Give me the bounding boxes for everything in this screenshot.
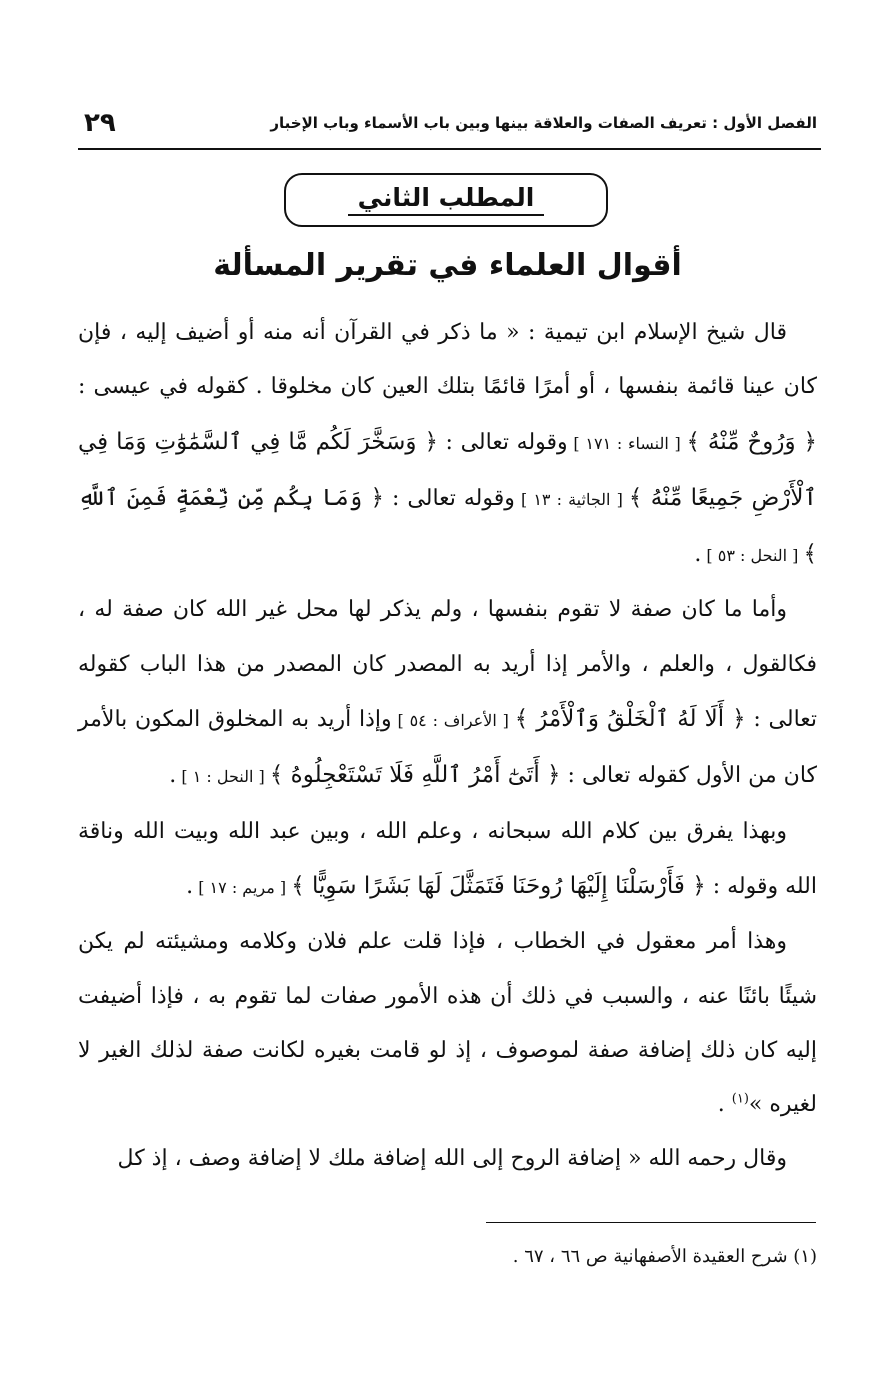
text-run: وبهذا يفرق بين كلام الله سبحانه ، وعلم الله ، وبين عبد الله وبيت الله وناقة الله وقوله : <box>78 818 817 899</box>
text-run: . <box>186 873 194 899</box>
text-run: وإذا أريد به المخلوق المكون بالأمر كان من الأول كقوله تعالى : <box>78 707 817 789</box>
verse-reference: [ النحل : ٥٣ ] <box>701 546 804 566</box>
page-number: ٢٩ <box>84 108 116 138</box>
section-label: المطلب الثاني <box>348 184 545 217</box>
paragraph-3 <box>78 805 817 916</box>
verse-reference: [ مريم : ١٧ ] <box>193 877 292 897</box>
section-label-box <box>284 173 608 227</box>
text-run: . <box>717 1092 732 1118</box>
paragraph-2 <box>78 583 817 804</box>
paragraph-4 <box>78 915 817 1132</box>
text-run: وقال رحمه الله « إضافة الروح إلى الله إضافة ملك لا إضافة وصف ، إذ كل <box>117 1146 787 1172</box>
footnote: (١) شرح العقيدة الأصفهانية ص ٦٦ ، ٦٧ . <box>512 1246 817 1267</box>
verse-reference: [ الأعراف : ٥٤ ] <box>391 711 515 731</box>
footnote-marker: (١) <box>731 1091 749 1107</box>
text-run: وأما ما كان صفة لا تقوم بنفسها ، ولم يذكر لها محل غير الله كان صفة له ، فكالقول ، والعلم ، والأمر إذا أريد به المصدر كان المصدر من هذا الباب كقوله تعالى : <box>78 597 818 733</box>
text-run: قال شيخ الإسلام ابن تيمية : « ما ذكر في القرآن أنه منه أو أضيف إليه ، فإن كان عينا قائمة بنفسها ، أو أمرًا قائمًا بتلك العين كان مخلوقا . كقوله في عيسى : <box>78 320 817 400</box>
quran-verse: ﴿ فَأَرْسَلْنَا إِلَيْهَا رُوحَنَا فَتَمَثَّلَ لَهَا بَشَرًا سَوِيًّا ﴾ <box>291 872 706 899</box>
header-rule <box>78 148 821 150</box>
running-header <box>78 104 817 144</box>
text-run: . <box>694 542 702 568</box>
text-run: . <box>169 763 177 789</box>
chapter-title: أقوال العلماء في تقرير المسألة <box>213 248 682 283</box>
verse-reference: [ النساء : ١٧١ ] <box>567 433 687 453</box>
text-run: وهذا أمر معقول في الخطاب ، فإذا قلت علم فلان وكلامه ومشيئته لم يكن شيئًا بائنًا عنه ، والسبب في ذلك أن هذه الأمور صفات لما تقوم به ، فإذا أضيفت إليه كان ذلك إضافة صفة لموصوف ، إذ لو قامت بغيره لكانت صفة لذلك الغير لا لغيره » <box>78 929 817 1118</box>
body-text <box>78 306 817 1187</box>
quran-verse: ﴿ وَمَا بِكُم مِّن نِّعْمَةٍ فَمِنَ ٱللَّهِ ﴾ <box>78 484 817 568</box>
verse-reference: [ النحل : ١ ] <box>176 767 270 787</box>
running-title: الفصل الأول : تعريف الصفات والعلاقة بينها وبين باب الأسماء وباب الإخبار <box>270 114 817 132</box>
quran-verse: ﴿ أَتَىٰٓ أَمْرُ ٱللَّهِ فَلَا تَسْتَعْجِلُوهُ ﴾ <box>269 762 561 789</box>
paragraph-5 <box>78 1132 817 1186</box>
quran-verse: ﴿ وَسَخَّرَ لَكُم مَّا فِي ٱلسَّمَٰوَٰتِ وَمَا فِي ٱلْأَرْضِ جَمِيعًا مِّنْهُ ﴾ <box>78 428 818 511</box>
text-run: وقوله تعالى : <box>383 485 515 511</box>
text-run: وقوله تعالى : <box>437 429 568 455</box>
paragraph-1 <box>78 306 817 583</box>
verse-reference: [ الجاثية : ١٣ ] <box>514 489 629 509</box>
quran-verse: ﴿ وَرُوحٌ مِّنْهُ ﴾ <box>686 428 818 455</box>
quran-verse: ﴿ أَلَا لَهُ ٱلْخَلْقُ وَٱلْأَمْرُ ﴾ <box>514 706 746 733</box>
footnote-rule <box>486 1222 816 1223</box>
